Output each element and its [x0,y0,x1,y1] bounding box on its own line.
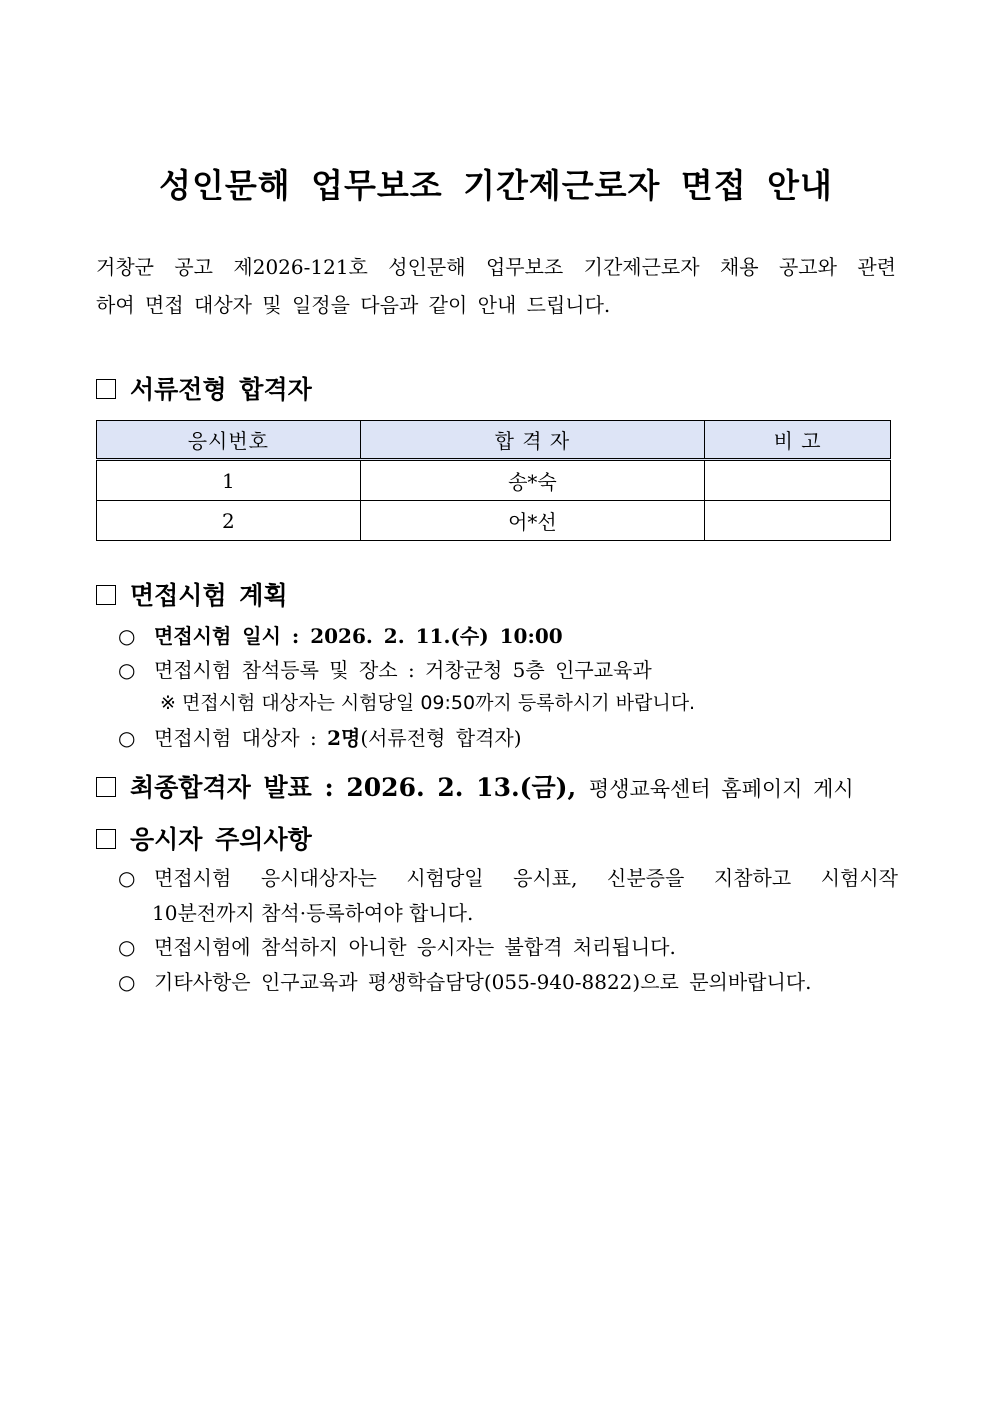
circle-bullet-icon: ○ [118,935,136,959]
cell-remarks [705,501,891,541]
circle-bullet-icon: ○ [118,658,136,682]
section-heading-document-screening: 서류전형 합격자 [96,370,312,406]
circle-bullet-icon: ○ [118,726,136,750]
list-item-interview-targets: ○ 면접시험 대상자 : 2명(서류전형 합격자) [118,726,522,750]
section-heading-final-announcement: 최종합격자 발표 : 2026. 2. 13.(금), 평생교육센터 홈페이지 게시 [96,768,854,804]
intro-line-1: 거창군 공고 제2026-121호 성인문해 업무보조 기간제근로자 채용 공고와 관련 [96,255,896,279]
checkbox-square-icon [96,777,116,797]
cell-remarks [705,460,891,501]
list-item-interview-datetime: ○ 면접시험 일시 : 2026. 2. 11.(수) 10:00 [118,624,563,648]
section-heading-applicant-notes: 응시자 주의사항 [96,820,312,856]
circle-bullet-icon: ○ [118,624,136,648]
circle-bullet-icon: ○ [118,970,136,994]
list-item-notice-documents: ○ 면접시험 응시대상자는 시험당일 응시표, 신분증을 지참하고 시험시작 [118,866,898,890]
checkbox-square-icon [96,829,116,849]
table-row [97,460,891,501]
table-header-row [97,421,891,460]
circle-bullet-icon: ○ [118,866,136,890]
column-header-applicant-number: 응시번호 [97,421,361,460]
cell-name: 송*숙 [360,460,705,501]
cell-name: 어*선 [360,501,705,541]
cell-applicant-number: 2 [97,501,361,541]
checkbox-square-icon [96,585,116,605]
list-item-notice-contact: ○ 기타사항은 인구교육과 평생학습담당(055-940-8822)으로 문의바랍니다. [118,970,812,994]
section-heading-interview-plan: 면접시험 계획 [96,576,288,612]
list-item-interview-location: ○ 면접시험 참석등록 및 장소 : 거창군청 5층 인구교육과 [118,658,652,682]
list-item-notice-absence: ○ 면접시험에 참석하지 아니한 응시자는 불합격 처리됩니다. [118,935,676,959]
checkbox-square-icon [96,379,116,399]
column-header-passed: 합 격 자 [360,421,705,460]
column-header-remarks: 비 고 [705,421,891,460]
intro-paragraph [96,248,896,324]
intro-line-2: 하여 면접 대상자 및 일정을 다음과 같이 안내 드립니다. [96,293,611,317]
page-title: 성인문해 업무보조 기간제근로자 면접 안내 [159,166,833,205]
list-item-continuation: 10분전까지 참석·등록하여야 합니다. [152,901,474,925]
table-row [97,501,891,541]
cell-applicant-number: 1 [97,460,361,501]
registration-note: ※ 면접시험 대상자는 시험당일 09:50까지 등록하시기 바랍니다. [160,692,696,714]
passed-candidates-table [96,420,891,541]
